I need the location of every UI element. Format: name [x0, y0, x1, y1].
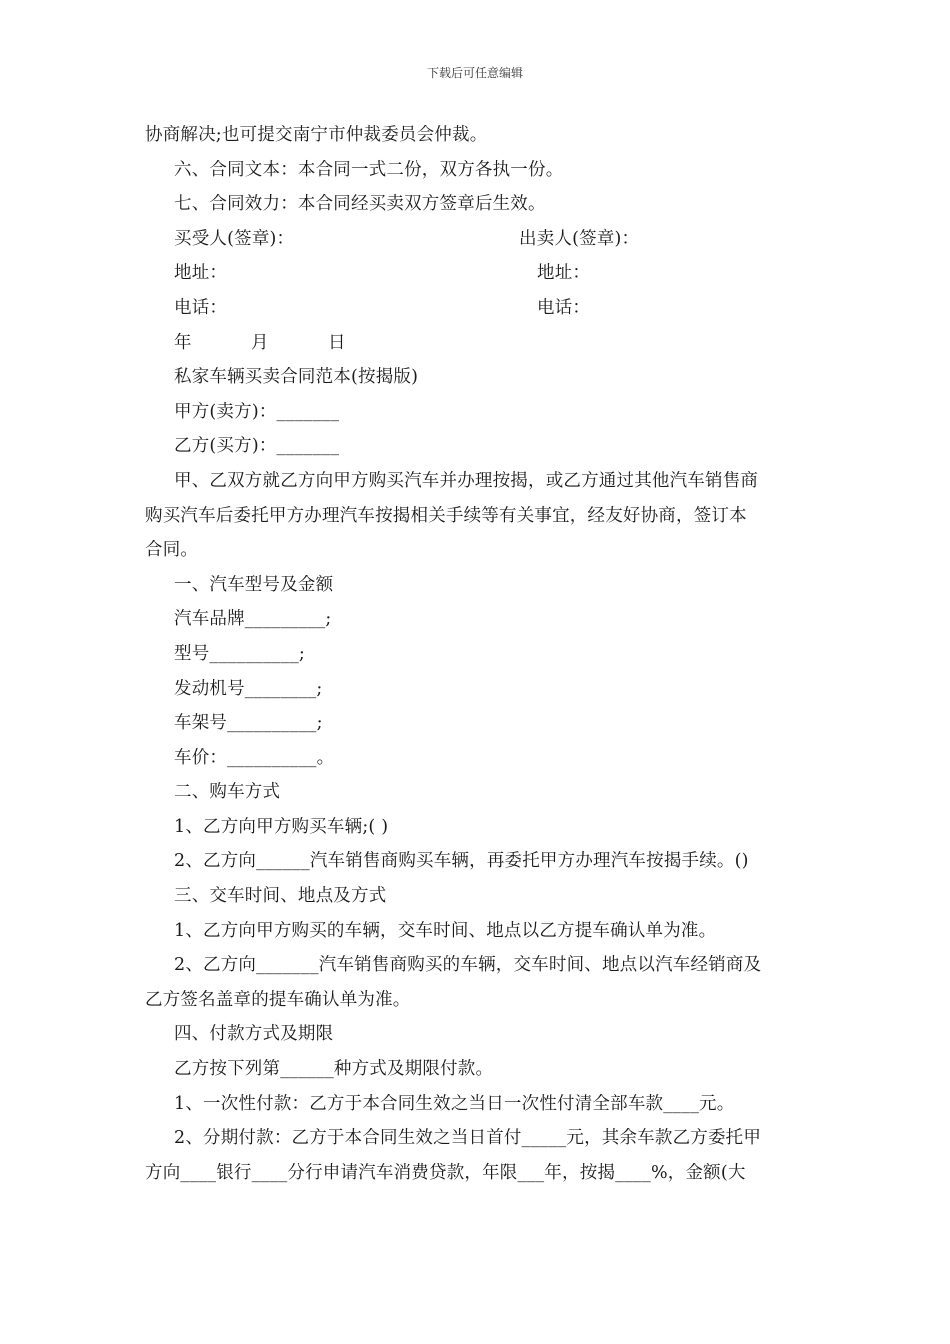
paragraph-line: 购买汽车后委托甲方办理汽车按揭相关手续等有关事宜，经友好协商，签订本	[145, 505, 747, 526]
paragraph-line: 乙方按下列第______种方式及期限付款。	[174, 1059, 494, 1080]
section-heading: 四、付款方式及期限	[174, 1024, 334, 1045]
date-year: 年	[174, 332, 192, 353]
paragraph-line: 1、乙方向甲方购买的车辆，交车时间、地点以乙方提车确认单为准。	[174, 920, 717, 941]
paragraph-line: 2、分期付款：乙方于本合同生效之当日首付_____元，其余车款乙方委托甲	[174, 1128, 762, 1149]
phone-row	[145, 291, 813, 326]
section-heading: 三、交车时间、地点及方式	[174, 886, 387, 907]
paragraph-line: 2、乙方向______汽车销售商购买车辆，再委托甲方办理汽车按揭手续。()	[174, 851, 749, 872]
buyer-address-label: 地址：	[174, 263, 228, 284]
signature-row	[145, 222, 813, 257]
date-month: 月	[251, 332, 269, 353]
buyer-signature-label: 买受人(签章)：	[174, 228, 295, 249]
address-row	[145, 256, 813, 291]
party-a-line: 甲方(卖方)：_______	[174, 401, 340, 422]
field-line: 发动机号________;	[174, 678, 323, 699]
paragraph-line: 六、合同文本：本合同一式二份，双方各执一份。	[174, 159, 564, 180]
date-day: 日	[328, 332, 346, 353]
seller-address-label: 地址：	[537, 263, 591, 284]
paragraph-line: 1、乙方向甲方购买车辆;( )	[174, 816, 389, 837]
field-line: 车架号__________;	[174, 713, 323, 734]
section-heading: 一、汽车型号及金额	[174, 574, 334, 595]
field-line: 汽车品牌_________;	[174, 609, 332, 630]
field-line: 车价：__________。	[174, 747, 335, 768]
paragraph-line: 方向____银行____分行申请汽车消费贷款，年限___年，按揭____%，金额(大	[145, 1162, 746, 1183]
date-row	[145, 326, 813, 361]
paragraph-line: 乙方签名盖章的提车确认单为准。	[145, 989, 411, 1010]
paragraph-line: 甲、乙双方就乙方向甲方购买汽车并办理按揭，或乙方通过其他汽车销售商	[174, 470, 759, 491]
paragraph-line: 七、合同效力：本合同经买卖双方签章后生效。	[174, 194, 546, 215]
buyer-phone-label: 电话：	[174, 297, 228, 318]
paragraph-line: 合同。	[145, 540, 199, 561]
paragraph-line: 1、一次性付款：乙方于本合同生效之当日一次性付清全部车款____元。	[174, 1093, 735, 1114]
contract-title: 私家车辆买卖合同范本(按揭版)	[174, 367, 419, 388]
seller-signature-label: 出卖人(签章)：	[519, 228, 640, 249]
paragraph-line: 2、乙方向_______汽车销售商购买的车辆，交车时间、地点以汽车经销商及	[174, 955, 762, 976]
paragraph-line: 协商解决;也可提交南宁市仲裁委员会仲裁。	[145, 125, 488, 145]
section-heading: 二、购车方式	[174, 782, 281, 803]
field-line: 型号__________;	[174, 643, 305, 664]
party-b-line: 乙方(买方)：_______	[174, 436, 340, 457]
document-body	[145, 118, 813, 1190]
seller-phone-label: 电话：	[537, 297, 591, 318]
page-header: 下载后可任意编辑	[426, 66, 523, 80]
